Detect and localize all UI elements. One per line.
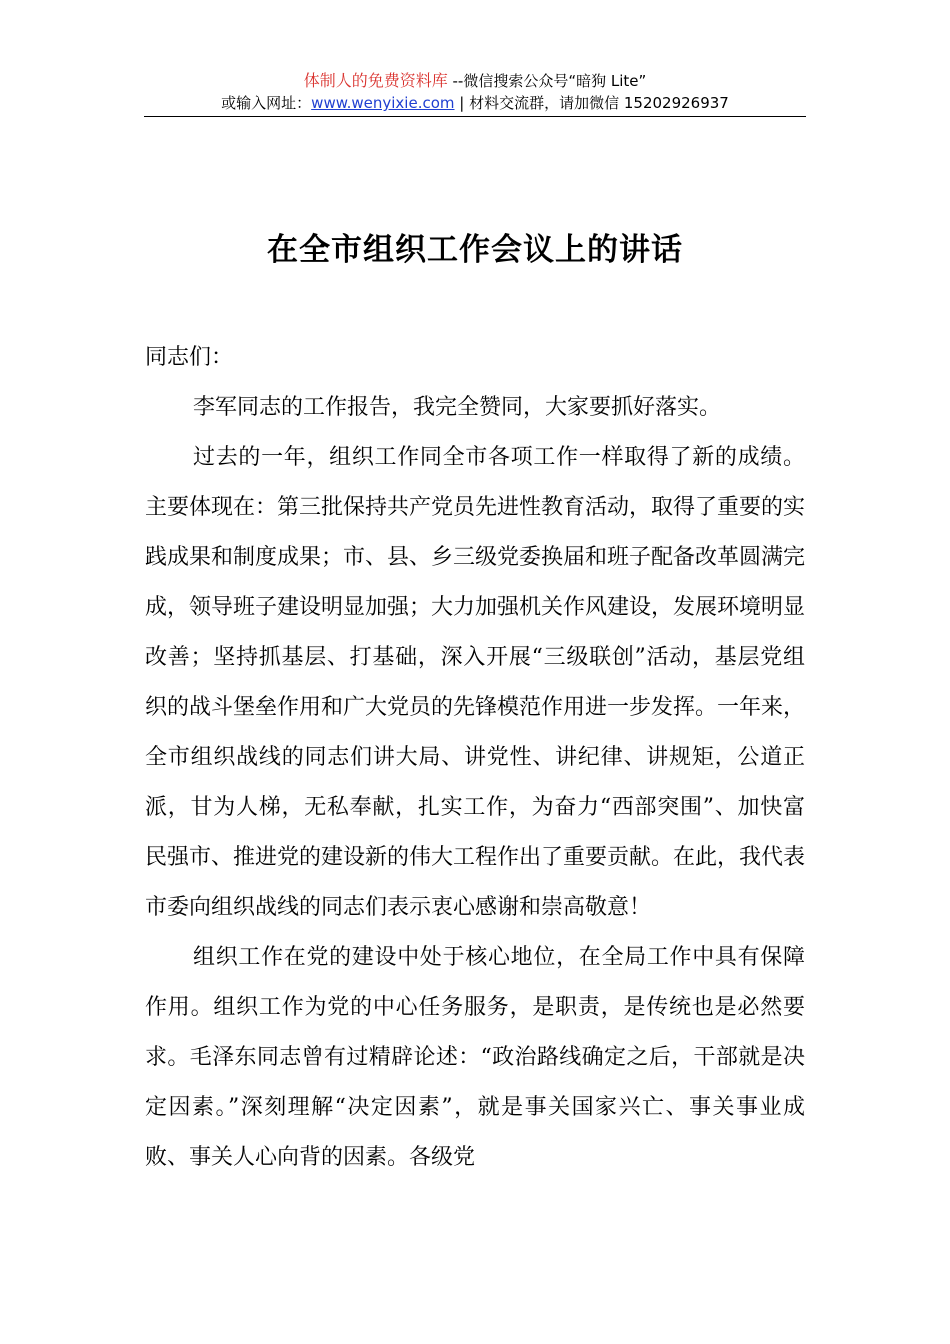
document-title: 在全市组织工作会议上的讲话 bbox=[267, 232, 683, 268]
brand-name: 体制人的免费资料库 bbox=[303, 71, 448, 90]
page-header bbox=[144, 70, 806, 114]
website-link[interactable]: www.wenyixie.com bbox=[311, 94, 455, 112]
header-line-2 bbox=[144, 92, 806, 114]
header-tagline: --微信搜索公众号“暗狗 Lite” bbox=[447, 72, 647, 90]
paragraph: 过去的一年，组织工作同全市各项工作一样取得了新的成绩。主要体现在：第三批保持共产党员先进性教育活动，取得了重要的实践成果和制度成果；市、县、乡三级党委换届和班子配备改革圆满完成，领导班子建设明显加强；大力加强机关作风建设，发展环境明显改善；坚持抓基层、打基础，深入开展“三级联创”活动，基层党组织的战斗堡垒作用和广大党员的先锋模范作用进一步发挥。一年来，全市组织战线的同志们讲大局、讲党性、讲纪律、讲规矩，公道正派，甘为人梯，无私奉献，扎实工作，为奋力“西部突围”、加快富民强市、推进党的建设新的伟大工程作出了重要贡献。在此，我代表市委向组织战线的同志们表示衷心感谢和崇高敬意！ bbox=[145, 445, 806, 920]
header-divider bbox=[144, 116, 806, 117]
contact-info: | 材料交流群，请加微信 15202926937 bbox=[454, 94, 729, 112]
url-prefix: 或输入网址： bbox=[221, 94, 312, 112]
document-body bbox=[145, 333, 805, 1183]
paragraph: 组织工作在党的建设中处于核心地位，在全局工作中具有保障作用。组织工作为党的中心任务服务，是职责，是传统也是必然要求。毛泽东同志曾有过精辟论述：“政治路线确定之后，干部就是决定因素。”深刻理解“决定因素”，就是事关国家兴亡、事关事业成败、事关人心向背的因素。各级党 bbox=[145, 945, 805, 1170]
paragraph: 李军同志的工作报告，我完全赞同，大家要抓好落实。 bbox=[193, 395, 722, 420]
salutation: 同志们： bbox=[145, 345, 234, 370]
header-line-1 bbox=[144, 70, 806, 92]
